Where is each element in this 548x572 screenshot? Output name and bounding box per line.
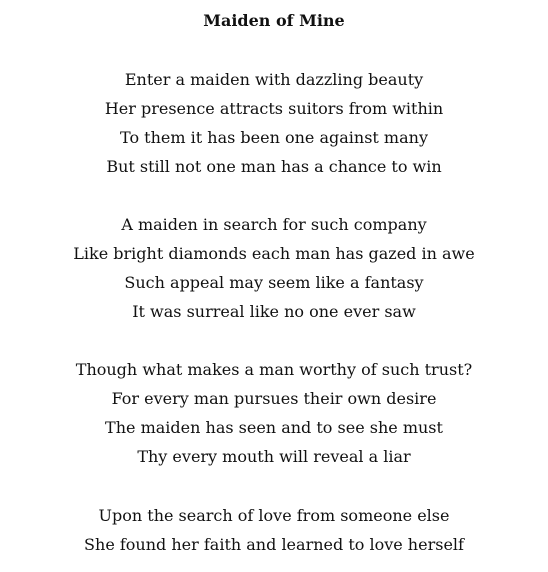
poem-line: Like bright diamonds each man has gazed in awe bbox=[73, 244, 475, 263]
poem-line: Enter a maiden with dazzling beauty bbox=[124, 70, 424, 89]
poem-title: Maiden of Mine bbox=[203, 11, 345, 30]
poem-line: It was surreal like no one ever saw bbox=[132, 302, 416, 321]
poem-line: The maiden has seen and to see she must bbox=[105, 418, 443, 437]
poem-line: A maiden in search for such company bbox=[121, 215, 427, 234]
poem-line: For every man pursues their own desire bbox=[111, 389, 437, 408]
poem-line: Though what makes a man worthy of such trust? bbox=[75, 360, 473, 379]
poem-line: But still not one man has a chance to win bbox=[106, 157, 442, 176]
poem-line: Her presence attracts suitors from within bbox=[104, 99, 444, 118]
poem-line: She found her faith and learned to love herself bbox=[84, 535, 464, 554]
poem-line: Thy every mouth will reveal a liar bbox=[137, 447, 411, 466]
poem-line: To them it has been one against many bbox=[120, 128, 428, 147]
poem-line: Such appeal may seem like a fantasy bbox=[124, 273, 424, 292]
poem-line: Upon the search of love from someone else bbox=[98, 506, 450, 525]
